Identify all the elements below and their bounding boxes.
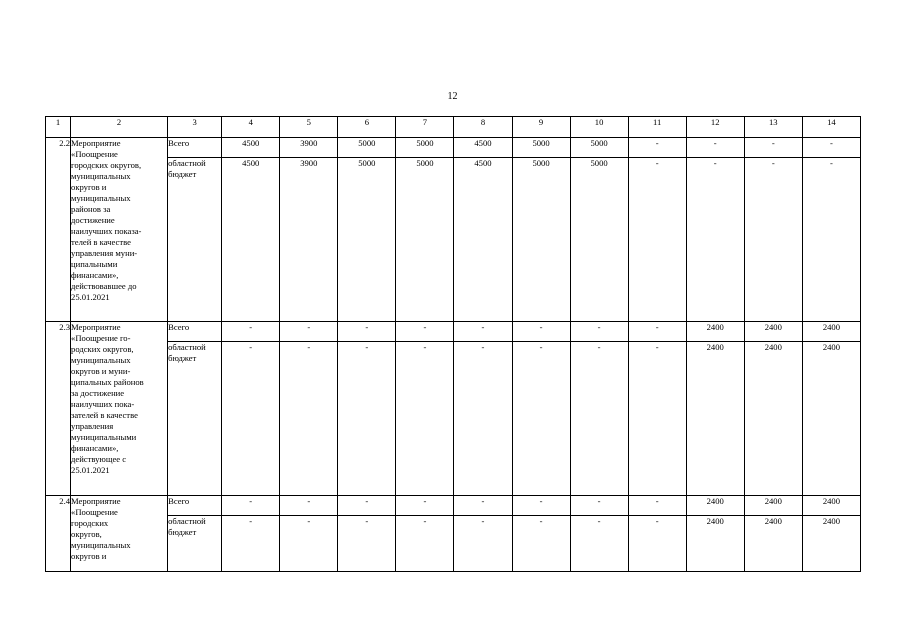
value-cell: -	[802, 138, 860, 158]
value-cell: 2400	[744, 516, 802, 572]
value-cell: 5000	[512, 158, 570, 322]
value-cell: 2400	[802, 342, 860, 496]
funding-source-total: Всего	[168, 138, 222, 158]
table-row-regional-budget	[46, 342, 861, 496]
value-cell: 2400	[686, 496, 744, 516]
value-cell: 4500	[222, 138, 280, 158]
value-cell: -	[570, 496, 628, 516]
table-row-total	[46, 322, 861, 342]
value-cell: -	[338, 496, 396, 516]
value-cell: 4500	[454, 138, 512, 158]
row-number: 2.4	[46, 496, 71, 572]
funding-source-regional: областной бюджет	[168, 516, 222, 572]
measure-name: Мероприятие «Поощрение городских округов, муниципальных округов и	[71, 496, 168, 572]
value-cell: -	[628, 322, 686, 342]
value-cell: -	[222, 516, 280, 572]
value-cell: -	[338, 342, 396, 496]
measure-name: Мероприятие «Поощрение городских округов, муниципальных округов и муниципальных районов за достижение наилучших показа- телей в качестве управления муни- ципальными финансами», действовавшее до 25.01.2021	[71, 138, 168, 322]
value-cell: 5000	[570, 158, 628, 322]
value-cell: -	[280, 516, 338, 572]
value-cell: -	[454, 342, 512, 496]
value-cell: -	[802, 158, 860, 322]
column-header: 11	[628, 117, 686, 138]
value-cell: 5000	[396, 158, 454, 322]
value-cell: 5000	[338, 158, 396, 322]
value-cell: -	[280, 342, 338, 496]
column-header: 6	[338, 117, 396, 138]
value-cell: -	[338, 322, 396, 342]
value-cell: -	[396, 496, 454, 516]
value-cell: -	[686, 138, 744, 158]
column-header: 1	[46, 117, 71, 138]
header-row	[46, 117, 861, 138]
table-row-regional-budget	[46, 516, 861, 572]
value-cell: 2400	[686, 516, 744, 572]
value-cell: -	[628, 516, 686, 572]
column-header: 14	[802, 117, 860, 138]
value-cell: -	[512, 342, 570, 496]
column-header: 12	[686, 117, 744, 138]
value-cell: -	[512, 496, 570, 516]
value-cell: 5000	[570, 138, 628, 158]
value-cell: -	[396, 342, 454, 496]
value-cell: 2400	[686, 322, 744, 342]
column-header: 13	[744, 117, 802, 138]
row-number: 2.2	[46, 138, 71, 322]
value-cell: 4500	[222, 158, 280, 322]
column-header: 4	[222, 117, 280, 138]
value-cell: -	[570, 342, 628, 496]
value-cell: 5000	[512, 138, 570, 158]
value-cell: -	[454, 322, 512, 342]
value-cell: -	[628, 138, 686, 158]
value-cell: 5000	[338, 138, 396, 158]
value-cell: -	[338, 516, 396, 572]
column-header: 10	[570, 117, 628, 138]
table-row-total	[46, 496, 861, 516]
value-cell: -	[512, 516, 570, 572]
column-header: 3	[168, 117, 222, 138]
value-cell: -	[280, 322, 338, 342]
value-cell: 3900	[280, 158, 338, 322]
table-row-regional-budget	[46, 158, 861, 322]
value-cell: -	[280, 496, 338, 516]
value-cell: -	[454, 516, 512, 572]
value-cell: -	[512, 322, 570, 342]
value-cell: 2400	[686, 342, 744, 496]
value-cell: -	[628, 158, 686, 322]
value-cell: 2400	[802, 516, 860, 572]
value-cell: -	[570, 516, 628, 572]
value-cell: -	[744, 138, 802, 158]
value-cell: -	[454, 496, 512, 516]
column-header: 8	[454, 117, 512, 138]
value-cell: 2400	[802, 322, 860, 342]
value-cell: 2400	[744, 496, 802, 516]
funding-source-regional: областной бюджет	[168, 158, 222, 322]
value-cell: -	[396, 516, 454, 572]
value-cell: 2400	[802, 496, 860, 516]
value-cell: -	[628, 496, 686, 516]
value-cell: -	[396, 322, 454, 342]
value-cell: -	[570, 322, 628, 342]
value-cell: -	[628, 342, 686, 496]
column-header: 5	[280, 117, 338, 138]
budget-table	[45, 116, 861, 572]
value-cell: -	[222, 496, 280, 516]
column-header: 9	[512, 117, 570, 138]
value-cell: 5000	[396, 138, 454, 158]
value-cell: 4500	[454, 158, 512, 322]
funding-source-total: Всего	[168, 496, 222, 516]
value-cell: 3900	[280, 138, 338, 158]
value-cell: -	[222, 342, 280, 496]
measure-name: Мероприятие «Поощрение го- родских округов, муниципальных округов и муни- ципальных районов за достижение наилучших пока- зателей в качестве управления муниципальными финансами», действующее с 25.01.2021	[71, 322, 168, 496]
value-cell: -	[686, 158, 744, 322]
funding-source-total: Всего	[168, 322, 222, 342]
value-cell: 2400	[744, 342, 802, 496]
value-cell: -	[222, 322, 280, 342]
funding-source-regional: областной бюджет	[168, 342, 222, 496]
column-header: 7	[396, 117, 454, 138]
row-number: 2.3	[46, 322, 71, 496]
page-number: 12	[447, 91, 458, 102]
table-row-total	[46, 138, 861, 158]
column-header: 2	[71, 117, 168, 138]
value-cell: -	[744, 158, 802, 322]
value-cell: 2400	[744, 322, 802, 342]
